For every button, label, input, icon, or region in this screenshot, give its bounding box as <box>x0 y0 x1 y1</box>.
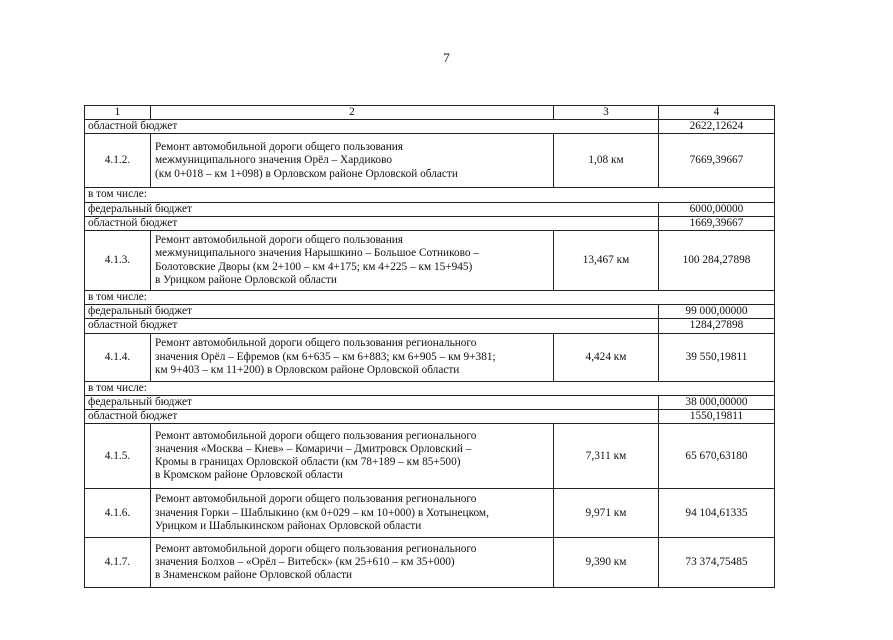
description-line: значения Болхов – «Орёл – Витебск» (км 25+610 – км 35+000) <box>155 556 455 569</box>
item-row <box>85 134 775 188</box>
description-line: межмуниципального значения Нарышкино – Большое Сотниково – <box>155 247 480 260</box>
description-line: км 9+403 – км 11+200) в Орловском районе Орловской области <box>155 363 460 376</box>
header-cell-3: 3 <box>554 106 659 120</box>
item-row <box>85 489 775 538</box>
description-line: Ремонт автомобильной дороги общего пользования регионального <box>155 542 477 555</box>
item-number: 4.1.3. <box>85 231 151 291</box>
item-row <box>85 231 775 291</box>
road-repair-table <box>84 105 775 588</box>
header-cell-1: 1 <box>85 106 151 120</box>
description-line: значения «Москва – Киев» – Комаричи – Дмитровск Орловский – <box>155 443 472 456</box>
including-row <box>85 381 775 395</box>
budget-row <box>85 305 775 319</box>
including-label: в том числе: <box>85 188 775 202</box>
description-line: в Кромском районе Орловской области <box>155 469 343 482</box>
item-amount: 73 374,75485 <box>659 538 775 588</box>
description-line: в Урицком районе Орловской области <box>155 273 337 286</box>
budget-label: областной бюджет <box>85 319 659 333</box>
budget-row <box>85 410 775 424</box>
budget-amount: 2622,12624 <box>659 120 775 134</box>
budget-row <box>85 120 775 134</box>
header-cell-2: 2 <box>151 106 554 120</box>
budget-row <box>85 216 775 230</box>
budget-amount: 1284,27898 <box>659 319 775 333</box>
budget-label: областной бюджет <box>85 410 659 424</box>
budget-amount: 6000,00000 <box>659 202 775 216</box>
budget-row <box>85 319 775 333</box>
item-amount: 65 670,63180 <box>659 424 775 489</box>
description-line: Ремонт автомобильной дороги общего пользования регионального <box>155 429 477 442</box>
item-number: 4.1.5. <box>85 424 151 489</box>
description-line: (км 0+018 – км 1+098) в Орловском районе Орловской области <box>155 167 458 180</box>
description-line: значения Орёл – Ефремов (км 6+635 – км 6+883; км 6+905 – км 9+381; <box>155 350 496 363</box>
description-line: значения Горки – Шаблыкино (км 0+029 – км 10+000) в Хотынецком, <box>155 506 489 519</box>
including-row <box>85 291 775 305</box>
including-label: в том числе: <box>85 381 775 395</box>
item-description <box>151 489 554 538</box>
item-row <box>85 333 775 381</box>
budget-label: областной бюджет <box>85 216 659 230</box>
description-line: Ремонт автомобильной дороги общего пользования регионального <box>155 493 477 506</box>
budget-amount: 1669,39667 <box>659 216 775 230</box>
item-row <box>85 538 775 588</box>
budget-label: федеральный бюджет <box>85 305 659 319</box>
header-cell-4: 4 <box>659 106 775 120</box>
item-amount: 100 284,27898 <box>659 231 775 291</box>
budget-amount: 38 000,00000 <box>659 395 775 409</box>
budget-amount: 1550,19811 <box>659 410 775 424</box>
item-description <box>151 134 554 188</box>
budget-label: областной бюджет <box>85 120 659 134</box>
description-line: Кромы в границах Орловской области (км 78+189 – км 85+500) <box>155 456 461 469</box>
description-line: в Знаменском районе Орловской области <box>155 569 353 582</box>
budget-row <box>85 395 775 409</box>
item-amount: 39 550,19811 <box>659 333 775 381</box>
description-line: Болотовские Дворы (км 2+100 – км 4+175; км 4+225 – км 15+945) <box>155 260 473 273</box>
item-description <box>151 424 554 489</box>
description-line: Ремонт автомобильной дороги общего пользования <box>155 141 403 154</box>
description-line: Урицком и Шаблыкинском районах Орловской области <box>155 519 422 532</box>
item-length: 4,424 км <box>554 333 659 381</box>
item-number: 4.1.6. <box>85 489 151 538</box>
budget-label: федеральный бюджет <box>85 202 659 216</box>
table-body <box>85 106 775 588</box>
description-line: Ремонт автомобильной дороги общего пользования регионального <box>155 337 477 350</box>
item-description <box>151 333 554 381</box>
item-length: 13,467 км <box>554 231 659 291</box>
description-line: межмуниципального значения Орёл – Хардиково <box>155 154 392 167</box>
description-line: Ремонт автомобильной дороги общего пользования <box>155 234 403 247</box>
budget-amount: 99 000,00000 <box>659 305 775 319</box>
including-label: в том числе: <box>85 291 775 305</box>
item-description <box>151 231 554 291</box>
item-amount: 94 104,61335 <box>659 489 775 538</box>
item-description <box>151 538 554 588</box>
item-number: 4.1.2. <box>85 134 151 188</box>
item-number: 4.1.7. <box>85 538 151 588</box>
item-length: 9,390 км <box>554 538 659 588</box>
item-length: 9,971 км <box>554 489 659 538</box>
item-length: 1,08 км <box>554 134 659 188</box>
item-length: 7,311 км <box>554 424 659 489</box>
budget-label: федеральный бюджет <box>85 395 659 409</box>
item-number: 4.1.4. <box>85 333 151 381</box>
page-number: 7 <box>443 50 450 65</box>
item-row <box>85 424 775 489</box>
including-row <box>85 188 775 202</box>
budget-row <box>85 202 775 216</box>
item-amount: 7669,39667 <box>659 134 775 188</box>
table-header-row <box>85 106 775 120</box>
